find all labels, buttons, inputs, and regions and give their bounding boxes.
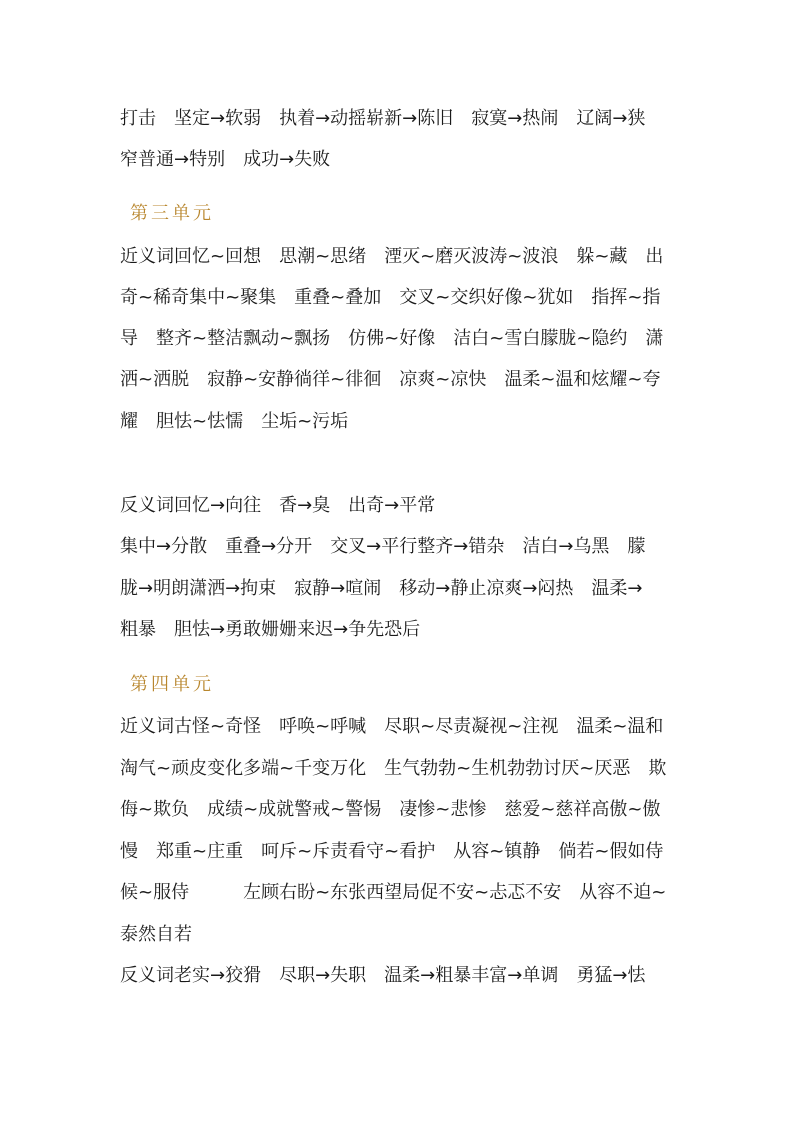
unit2-antonyms-line-1: 打击 坚定→软弱 执着→动摇崭新→陈旧 寂寞→热闹 辽阔→狭: [120, 108, 646, 129]
unit3-antonyms-line-2: 集中→分散 重叠→分开 交叉→平行整齐→错杂 洁白→乌黑 朦: [120, 536, 646, 557]
unit3-synonyms-line-1: 近义词回忆~回想 思潮~思绪 湮灭~磨灭波涛~波浪 躲~藏 出: [120, 246, 664, 267]
unit3-antonyms-line-1: 反义词回忆→向往 香→臭 出奇→平常: [120, 495, 436, 516]
unit4-antonyms-line-1: 反义词老实→狡猾 尽职→失职 温柔→粗暴丰富→单调 勇猛→怯: [120, 965, 646, 986]
unit3-antonyms-line-4: 粗暴 胆怯→勇敢姗姗来迟→争先恐后: [120, 619, 421, 640]
unit3-synonyms-line-2: 奇~稀奇集中~聚集 重叠~叠加 交叉~交织好像~犹如 指挥~指: [120, 287, 661, 308]
unit4-heading: 第四单元: [130, 674, 214, 695]
unit4-synonyms-line-5: 候~服侍 左顾右盼~东张西望局促不安~忐忑不安 从容不迫~: [120, 882, 667, 903]
unit3-heading: 第三单元: [130, 203, 214, 224]
unit3-antonyms-line-3: 胧→明朗潇洒→拘束 寂静→喧闹 移动→静止凉爽→闷热 温柔→: [120, 578, 643, 599]
unit4-synonyms-line-1: 近义词古怪~奇怪 呼唤~呼喊 尽职~尽责凝视~注视 温柔~温和: [120, 716, 664, 737]
unit2-antonyms-line-2: 窄普通→特别 成功→失败: [120, 149, 331, 170]
unit3-synonyms-line-5: 耀 胆怯~怯懦 尘垢~污垢: [120, 411, 349, 432]
unit4-synonyms-line-6: 泰然自若: [120, 924, 192, 945]
unit3-synonyms-line-4: 洒~洒脱 寂静~安静徜徉~徘徊 凉爽~凉快 温柔~温和炫耀~夸: [120, 369, 661, 390]
unit4-synonyms-line-4: 慢 郑重~庄重 呵斥~斥责看守~看护 从容~镇静 倘若~假如侍: [120, 841, 664, 862]
unit3-synonyms-line-3: 导 整齐~整洁飘动~飘扬 仿佛~好像 洁白~雪白朦胧~隐约 潇: [120, 328, 664, 349]
unit4-synonyms-line-3: 侮~欺负 成绩~成就警戒~警惕 凄惨~悲惨 慈爱~慈祥高傲~傲: [120, 799, 661, 820]
unit4-synonyms-line-2: 淘气~顽皮变化多端~千变万化 生气勃勃~生机勃勃讨厌~厌恶 欺: [120, 758, 667, 779]
